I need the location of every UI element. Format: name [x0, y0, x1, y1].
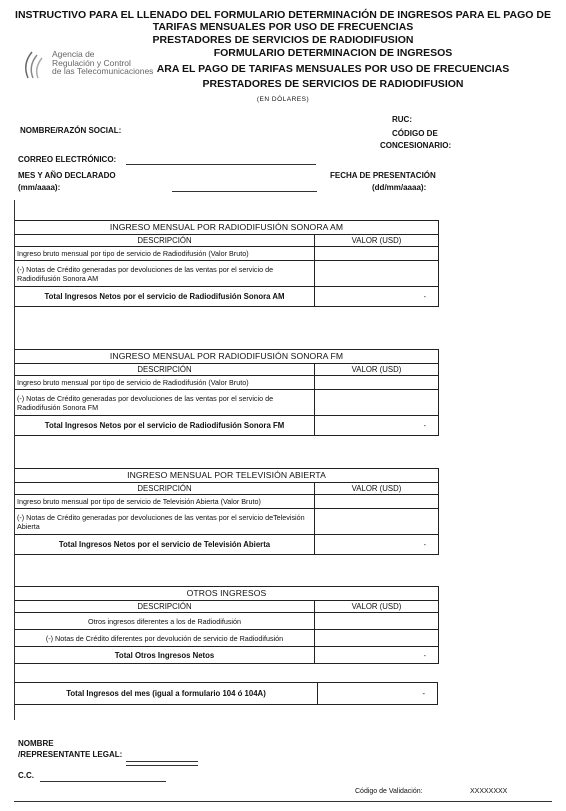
column-header-description: DESCRIPCIÓN	[15, 364, 315, 376]
currency-note: (EN DÓLARES)	[256, 96, 310, 103]
mes-field[interactable]	[172, 191, 317, 192]
column-header-value: VALOR (USD)	[315, 235, 439, 247]
total-label: Total Otros Ingresos Netos	[15, 647, 315, 664]
section-title: OTROS INGRESOS	[15, 587, 439, 601]
column-header-description: DESCRIPCIÓN	[15, 601, 315, 613]
logo-text: Agencia de Regulación y Control de las Telecomunicaciones	[52, 49, 154, 76]
validation-code: XXXXXXXX	[470, 788, 508, 795]
column-header-value: VALOR (USD)	[315, 364, 439, 376]
representante-label-2: /REPRESENTANTE LEGAL:	[18, 750, 123, 759]
total-label: Total Ingresos Netos por el servicio de Radiodifusión Sonora FM	[15, 416, 315, 436]
total-label: Total Ingresos Netos por el servicio de Televisión Abierta	[15, 535, 315, 555]
column-header-value: VALOR (USD)	[315, 601, 439, 613]
cc-label: C.C.	[18, 771, 34, 780]
representante-field[interactable]	[126, 761, 198, 762]
total-value: -	[315, 535, 439, 555]
row-value-input[interactable]	[315, 390, 439, 416]
total-value: -	[315, 647, 439, 664]
representante-field-underline	[126, 765, 198, 766]
codigo-label-1: CÓDIGO DE	[392, 129, 438, 138]
instructivo-title-line1: INSTRUCTIVO PARA EL LLENADO DEL FORMULARIO DETERMINACIÓN DE INGRESOS PARA EL PAGO DE	[15, 9, 551, 21]
mes-label-1: MES Y AÑO DECLARADO	[18, 171, 116, 180]
section-am-table	[14, 220, 439, 307]
section-title: INGRESO MENSUAL POR RADIODIFUSIÓN SONORA AM	[15, 221, 439, 235]
row-description: Ingreso bruto mensual por tipo de servicio de Radiodifusión (Valor Bruto)	[15, 376, 315, 390]
row-description: Otros ingresos diferentes a los de Radiodifusión	[15, 613, 315, 630]
footer-line	[14, 801, 552, 802]
row-description: (-) Notas de Crédito generadas por devoluciones de las ventas por el servicio de Radiodifusión Sonora AM	[15, 261, 315, 287]
instructivo-title-line3: PRESTADORES DE SERVICIOS DE RADIODIFUSION	[152, 34, 414, 46]
representante-label-1: NOMBRE	[18, 739, 54, 748]
total-value: -	[315, 287, 439, 307]
correo-label: CORREO ELECTRÓNICO:	[18, 155, 117, 164]
cc-field[interactable]	[40, 781, 166, 782]
fecha-label-1: FECHA DE PRESENTACIÓN	[330, 171, 436, 180]
arcotel-logo-icon	[18, 50, 50, 80]
row-description: (-) Notas de Crédito generadas por devoluciones de las ventas por el servicio deTelevisión Abierta	[15, 509, 315, 535]
total-label: Total Ingresos Netos por el servicio de Radiodifusión Sonora AM	[15, 287, 315, 307]
grand-total-label: Total Ingresos del mes (igual a formulario 104 ó 104A)	[15, 683, 318, 704]
fecha-label-2: (dd/mm/aaaa):	[372, 183, 427, 192]
column-header-description: DESCRIPCIÓN	[15, 483, 315, 495]
row-value-input[interactable]	[315, 630, 439, 647]
row-value-input[interactable]	[315, 495, 439, 509]
row-value-input[interactable]	[315, 261, 439, 287]
section-fm-table	[14, 349, 439, 436]
column-header-description: DESCRIPCIÓN	[15, 235, 315, 247]
codigo-label-2: CONCESIONARIO:	[380, 141, 452, 150]
row-value-input[interactable]	[315, 613, 439, 630]
form-subtitle-line1: ARA EL PAGO DE TARIFAS MENSUALES POR USO DE FRECUENCIAS	[156, 63, 510, 75]
mes-label-2: (mm/aaaa):	[18, 183, 61, 192]
row-value-input[interactable]	[315, 376, 439, 390]
total-value: -	[315, 416, 439, 436]
row-value-input[interactable]	[315, 247, 439, 261]
instructivo-title-line2: TARIFAS MENSUALES POR USO DE FRECUENCIAS	[152, 21, 414, 33]
ruc-label: RUC:	[392, 115, 412, 124]
row-description: Ingreso bruto mensual por tipo de servicio de Televisión Abierta (Valor Bruto)	[15, 495, 315, 509]
row-value-input[interactable]	[315, 509, 439, 535]
section-title: INGRESO MENSUAL POR TELEVISIÓN ABIERTA	[15, 469, 439, 483]
section-otros-table	[14, 586, 439, 664]
section-title: INGRESO MENSUAL POR RADIODIFUSIÓN SONORA FM	[15, 350, 439, 364]
grand-total-box	[14, 682, 438, 705]
validation-label: Código de Validación:	[355, 788, 423, 795]
grand-total-value: -	[422, 689, 425, 698]
row-description: Ingreso bruto mensual por tipo de servicio de Radiodifusión (Valor Bruto)	[15, 247, 315, 261]
row-description: (-) Notas de Crédito generadas por devoluciones de las ventas por el servicio de Radiodifusión Sonora FM	[15, 390, 315, 416]
row-description: (-) Notas de Crédito diferentes por devolución de servicio de Radiodifusión	[15, 630, 315, 647]
razon-social-label: NOMBRE/RAZÓN SOCIAL:	[20, 126, 122, 135]
form-title: FORMULARIO DETERMINACION DE INGRESOS	[213, 47, 453, 59]
correo-field[interactable]	[126, 164, 316, 165]
left-margin-line	[14, 200, 15, 720]
column-header-value: VALOR (USD)	[315, 483, 439, 495]
section-tv-table	[14, 468, 439, 555]
form-subtitle-line2: PRESTADORES DE SERVICIOS DE RADIODIFUSION	[202, 78, 464, 90]
